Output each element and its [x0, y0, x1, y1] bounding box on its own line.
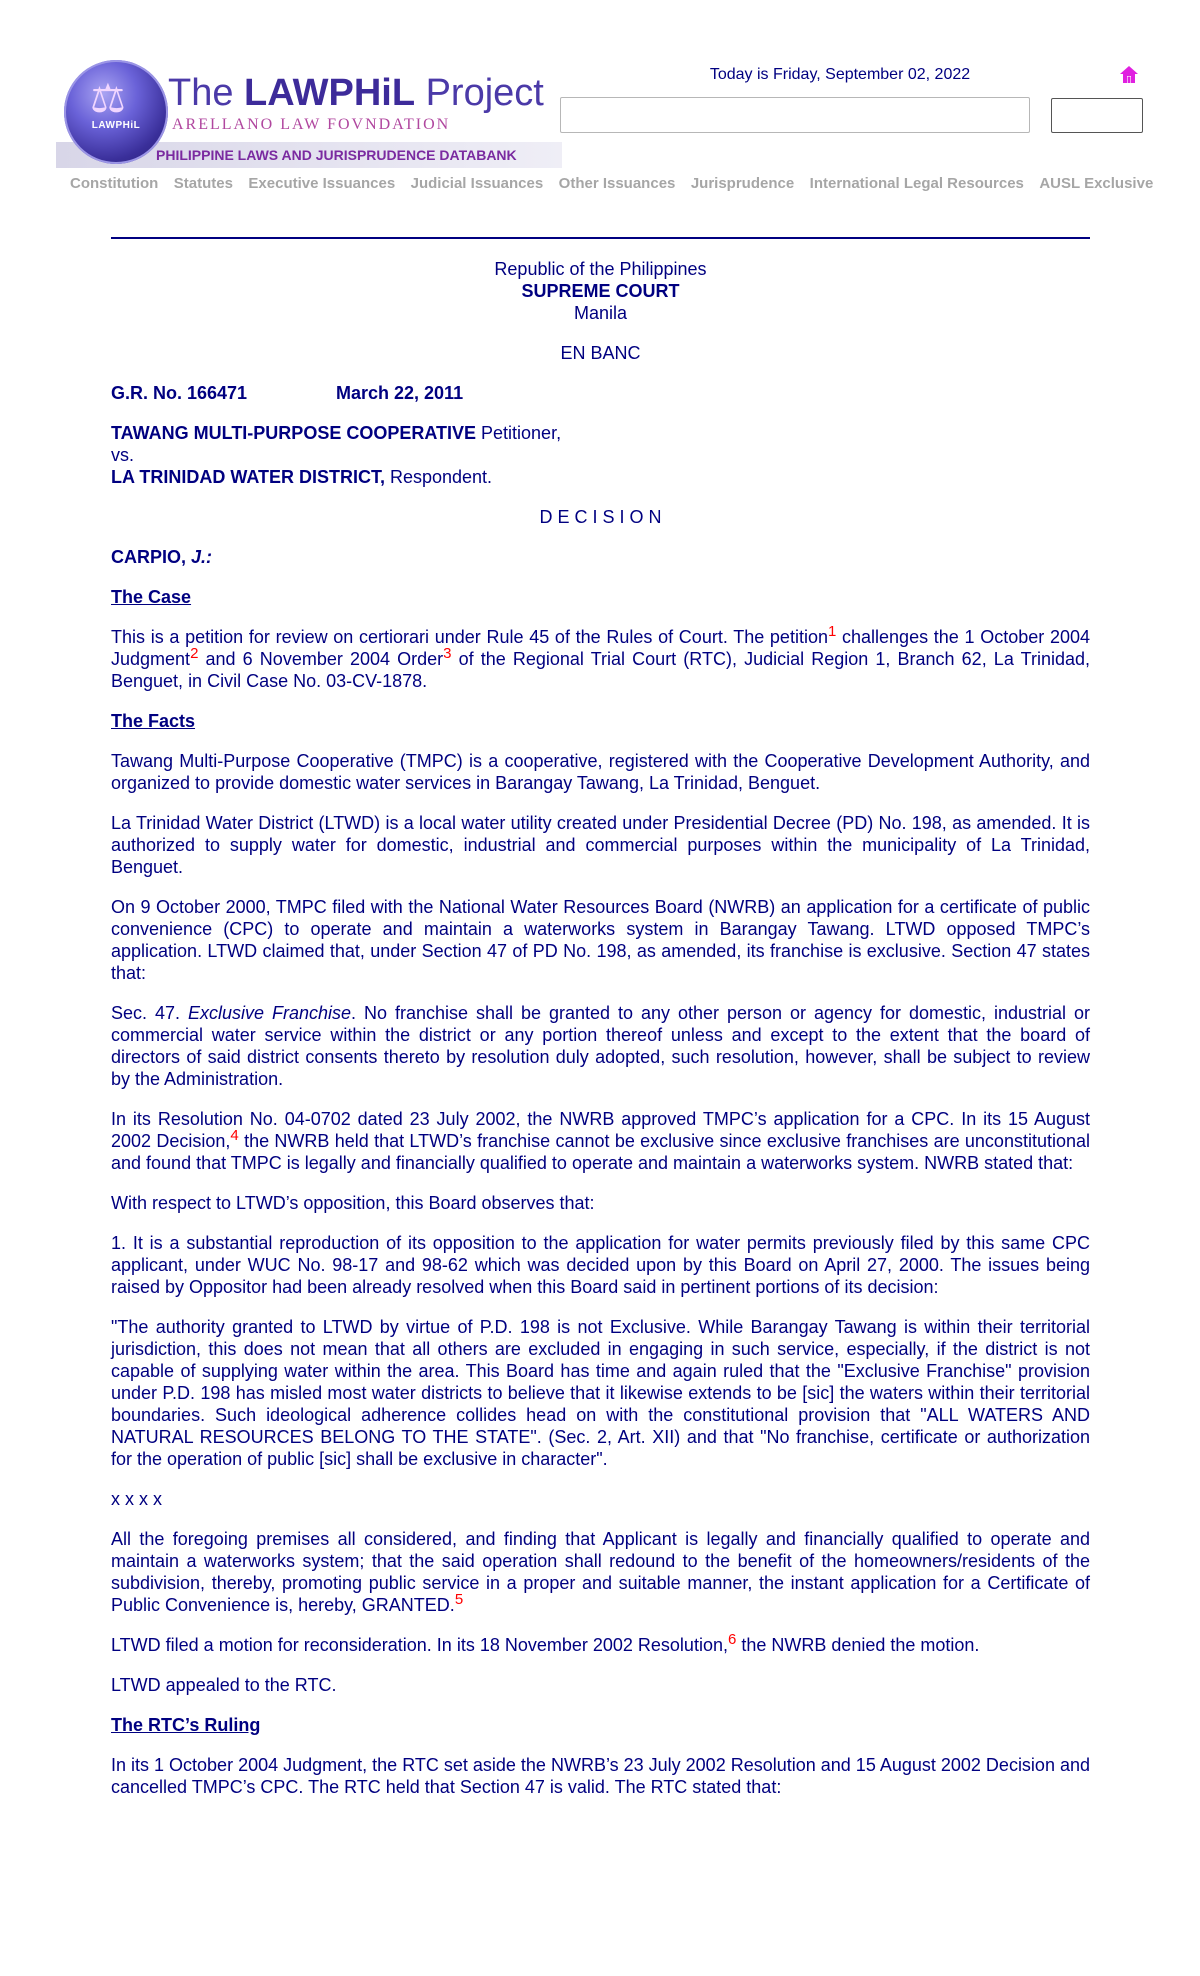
footnote-link[interactable]: 6 [727, 1631, 737, 1648]
main-nav [70, 175, 1164, 193]
paragraph-quote: "The authority granted to LTWD by virtue of P.D. 198 is not Exclusive. While Barangay Tawang is within their territorial jurisdiction, this does not mean that all others are excluded in engaging in such service, especially, if the district is not capable of supplying water within the area. This Board has time and again ruled that the "Exclusive Franchise" provision under P.D. 198 has misled most water districts to believe that it likewise extends to be [sic] the waters within their territorial boundaries. Such ideological adherence collides head on with the constitutional provision that "ALL WATERS AND NATURAL RESOURCES BELONG TO THE STATE". (Sec. 2, Art. XII) and that "No franchise, certificate or authorization for the operation of public [sic] shall be exclusive in character". [111, 1317, 1090, 1469]
court-city: Manila [573, 303, 628, 323]
footnote-link[interactable]: 4 [230, 1127, 239, 1144]
nav-item-executive-issuances[interactable]: Executive Issuances [248, 175, 396, 192]
search-input[interactable] [560, 97, 1030, 133]
sec47-label: Sec. 47. [111, 1003, 188, 1023]
footnote-link[interactable]: 1 [827, 623, 837, 640]
case-caption [111, 422, 1090, 488]
petitioner-role: Petitioner, [476, 423, 562, 443]
paragraph-case [111, 623, 1090, 692]
lawphil-logo[interactable] [56, 60, 562, 172]
footnote-link[interactable]: 2 [190, 645, 199, 662]
footnote-link[interactable]: 3 [443, 645, 452, 662]
petitioner-name: TAWANG MULTI-PURPOSE COOPERATIVE [111, 423, 477, 443]
today-date: Today is Friday, September 02, 2022 [709, 66, 971, 83]
logo-title [168, 72, 544, 115]
text-segment: of the Regional Trial Court (RTC), Judicial Region 1, Branch 62, La Trinidad, Benguet, in Civil Case No. 03-CV-1878. [111, 649, 1090, 691]
text-segment: In its Resolution No. 04-0702 dated 23 July 2002, the NWRB approved TMPC’s application for a CPC. In its 15 August 2002 Decision, [111, 1109, 1090, 1151]
sec47-text: . No franchise shall be granted to any other person or agency for domestic, industrial or commercial water service within the district or any portion thereof unless and except to the extent that the board of directors of said district consents thereto by resolution duly adopted, such resolution, however, shall be subject to review by the Administration. [111, 1003, 1090, 1089]
heading-the-facts: The Facts [111, 711, 196, 731]
paragraph-appealed: LTWD appealed to the RTC. [111, 1675, 337, 1695]
text-segment: All the foregoing premises all considered, and finding that Applicant is legally and financially qualified to operate and maintain a waterworks system; that the said operation shall redound to the benefit of the homeowners/residents of the subdivision, thereby, promoting public service in a proper and suitable manner, the instant application for a Certificate of Public Convenience is, hereby, GRANTED. [111, 1529, 1090, 1615]
logo-title-suffix: Project [415, 72, 544, 114]
text-segment: challenges the 1 October 2004 Judgment [111, 627, 1090, 669]
respondent-role: Respondent. [384, 467, 493, 487]
nav-item-jurisprudence[interactable]: Jurisprudence [690, 175, 795, 192]
footnote-link[interactable]: 5 [454, 1591, 464, 1608]
home-icon[interactable] [1118, 64, 1140, 86]
paragraph-xxxx: x x x x [111, 1489, 163, 1509]
scales-icon: ⚖ [90, 76, 126, 122]
heading-the-case: The Case [111, 587, 192, 607]
division: EN BANC [560, 343, 641, 363]
sec47-italic: Exclusive Franchise [188, 1003, 352, 1023]
paragraph-respect: With respect to LTWD’s opposition, this Board observes that: [111, 1193, 595, 1213]
paragraph-facts-2: La Trinidad Water District (LTWD) is a local water utility created under Presidential Decree (PD) No. 198, as amended. It is authorized to supply water for domestic, industrial and commercial purposes within the municipality of La Trinidad, Benguet. [111, 813, 1090, 877]
decision-document [111, 258, 1090, 1816]
heading-rtc-ruling: The RTC’s Ruling [111, 1715, 261, 1735]
paragraph-facts-1: Tawang Multi-Purpose Cooperative (TMPC) is a cooperative, registered with the Cooperative Development Authority, and organized to provide domestic water services in Barangay Tawang, La Trinidad, Benguet. [111, 751, 1090, 793]
logo-subtitle: ARELLANO LAW FOVNDATION [172, 116, 451, 133]
respondent-name: LA TRINIDAD WATER DISTRICT, [111, 467, 385, 487]
nav-item-other-issuances[interactable]: Other Issuances [558, 175, 676, 192]
paragraph-item-1: 1. It is a substantial reproduction of its opposition to the application for water permits previously filed by this same CPC applicant, under WUC No. 98-17 and 98-62 which was decided upon by this Board on April 27, 2000. The issues being raised by Oppositor had been already resolved when this Board said in pertinent portions of its decision: [111, 1233, 1090, 1297]
text-segment: the NWRB denied the motion. [736, 1635, 980, 1655]
search-button[interactable] [1051, 98, 1143, 133]
paragraph-rtc: In its 1 October 2004 Judgment, the RTC set aside the NWRB’s 23 July 2002 Resolution and 15 August 2002 Decision and cancelled TMPC’s CPC. The RTC held that Section 47 is valid. The RTC stated that: [111, 1755, 1090, 1797]
nav-item-constitution[interactable]: Constitution [70, 175, 159, 192]
nav-item-international-legal-resources[interactable]: International Legal Resources [809, 175, 1024, 192]
site-header [0, 0, 1200, 210]
paragraph-ltwd-motion [111, 1631, 1090, 1656]
court-name: SUPREME COURT [521, 281, 680, 301]
logo-title-prefix: The [168, 72, 245, 114]
text-segment: This is a petition for review on certiorari under Rule 45 of the Rules of Court. The petition [111, 627, 828, 647]
paragraph-sec-47 [111, 1002, 1090, 1090]
nav-item-statutes[interactable]: Statutes [173, 175, 233, 192]
logo-badge: LAWPHiL [91, 120, 141, 131]
paragraph-facts-3: On 9 October 2000, TMPC filed with the National Water Resources Board (NWRB) an application for a certificate of public convenience (CPC) to operate and maintain a waterworks system in Barangay Tawang. LTWD opposed TMPC’s application. LTWD claimed that, under Section 47 of PD No. 198, as amended, its franchise is exclusive. Section 47 states that: [111, 897, 1090, 983]
header-divider [111, 237, 1090, 239]
court-republic: Republic of the Philippines [494, 259, 707, 279]
ponente-name: CARPIO, [111, 547, 192, 567]
ponente [111, 546, 1090, 568]
nav-item-judicial-issuances[interactable]: Judicial Issuances [410, 175, 544, 192]
text-segment: LTWD filed a motion for reconsideration. In its 18 November 2002 Resolution, [111, 1635, 728, 1655]
text-segment: and 6 November 2004 Order [198, 649, 444, 669]
case-number-line [111, 382, 1090, 404]
versus: vs. [111, 445, 135, 465]
paragraph-foregoing [111, 1528, 1090, 1616]
gr-number: G.R. No. 166471 [111, 383, 248, 403]
logo-title-bold: LAWPHiL [244, 72, 416, 114]
nav-item-ausl-exclusive[interactable]: AUSL Exclusive [1039, 175, 1154, 192]
text-segment: the NWRB held that LTWD’s franchise cannot be exclusive since exclusive franchises are unconstitutional and found that TMPC is legally and financially qualified to operate and maintain a waterworks system. NWRB stated that: [111, 1131, 1090, 1173]
logo-band-text: PHILIPPINE LAWS AND JURISPRUDENCE DATABANK [156, 147, 517, 163]
ponente-suffix: J.: [191, 547, 213, 567]
case-date: March 22, 2011 [336, 383, 464, 403]
court-header [111, 258, 1090, 324]
paragraph-nwrb [111, 1108, 1090, 1174]
decision-title: D E C I S I O N [539, 507, 662, 527]
